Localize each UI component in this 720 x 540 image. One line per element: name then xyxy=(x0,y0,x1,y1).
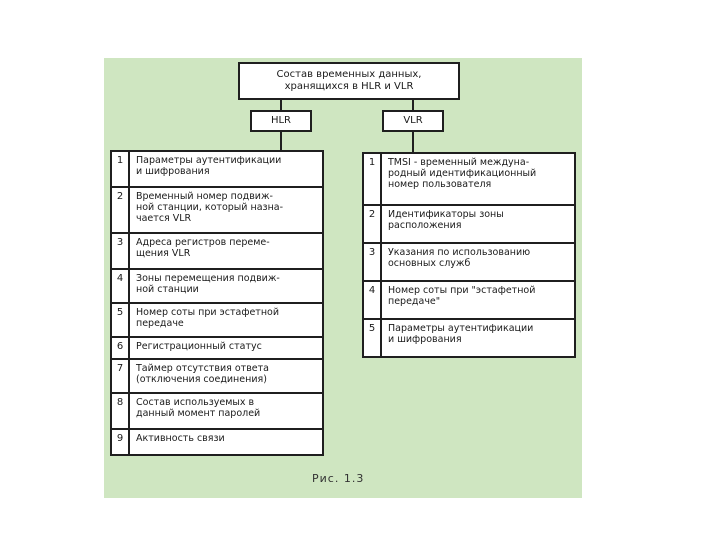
row-text: Параметры аутентификации и шифрования xyxy=(388,323,534,345)
row-text: Регистрационный статус xyxy=(136,341,262,352)
row-number: 3 xyxy=(112,234,130,268)
hlr-row-2 xyxy=(112,188,322,234)
row-number: 4 xyxy=(112,270,130,302)
row-number: 7 xyxy=(112,360,130,392)
hlr-row-6 xyxy=(112,338,322,360)
row-text: Состав используемых в данный момент паролей xyxy=(136,397,261,419)
figure-panel xyxy=(104,58,582,498)
vlr-row-5 xyxy=(364,320,574,356)
hlr-row-1 xyxy=(112,152,322,188)
diagram-title xyxy=(238,62,460,100)
row-number: 1 xyxy=(112,152,130,186)
row-number: 8 xyxy=(112,394,130,428)
row-text: Временный номер подвиж- ной станции, который назна- чается VLR xyxy=(136,191,284,224)
vlr-row-2 xyxy=(364,206,574,244)
hlr-row-4 xyxy=(112,270,322,304)
figure-caption: Рис. 1.3 xyxy=(312,472,365,485)
vlr-row-3 xyxy=(364,244,574,282)
row-number: 2 xyxy=(364,206,382,242)
row-text: TMSI - временный междуна- родный идентификационный номер пользователя xyxy=(388,157,537,190)
hlr-row-9 xyxy=(112,430,322,454)
row-text: Номер соты при "эстафетной передаче" xyxy=(388,285,536,307)
title-text: Состав временных данных, хранящихся в HLR и VLR xyxy=(276,69,422,92)
row-text: Таймер отсутствия ответа (отключения соединения) xyxy=(136,363,269,385)
vlr-header xyxy=(382,110,444,132)
row-number: 6 xyxy=(112,338,130,358)
connector-hlr xyxy=(280,100,282,110)
hlr-row-5 xyxy=(112,304,322,338)
row-text: Активность связи xyxy=(136,433,225,444)
vlr-header-label: VLR xyxy=(403,115,423,126)
hlr-row-8 xyxy=(112,394,322,430)
hlr-row-3 xyxy=(112,234,322,270)
row-text: Адреса регистров переме- щения VLR xyxy=(136,237,270,259)
row-number: 1 xyxy=(364,154,382,204)
hlr-row-7 xyxy=(112,360,322,394)
connector-vlr-table xyxy=(412,132,414,152)
row-text: Зоны перемещения подвиж- ной станции xyxy=(136,273,280,295)
row-number: 2 xyxy=(112,188,130,232)
connector-hlr-table xyxy=(280,132,282,150)
row-text: Номер соты при эстафетной передаче xyxy=(136,307,280,329)
row-text: Идентификаторы зоны расположения xyxy=(388,209,504,231)
row-number: 5 xyxy=(364,320,382,356)
vlr-row-1 xyxy=(364,154,574,206)
row-number: 3 xyxy=(364,244,382,280)
hlr-header-label: HLR xyxy=(270,115,292,126)
row-text: Указания по использованию основных служб xyxy=(388,247,531,269)
vlr-row-4 xyxy=(364,282,574,320)
hlr-header xyxy=(250,110,312,132)
hlr-table xyxy=(110,150,324,456)
vlr-table xyxy=(362,152,576,358)
connector-vlr xyxy=(412,100,414,110)
row-number: 4 xyxy=(364,282,382,318)
row-text: Параметры аутентификации и шифрования xyxy=(136,155,282,177)
row-number: 9 xyxy=(112,430,130,454)
row-number: 5 xyxy=(112,304,130,336)
